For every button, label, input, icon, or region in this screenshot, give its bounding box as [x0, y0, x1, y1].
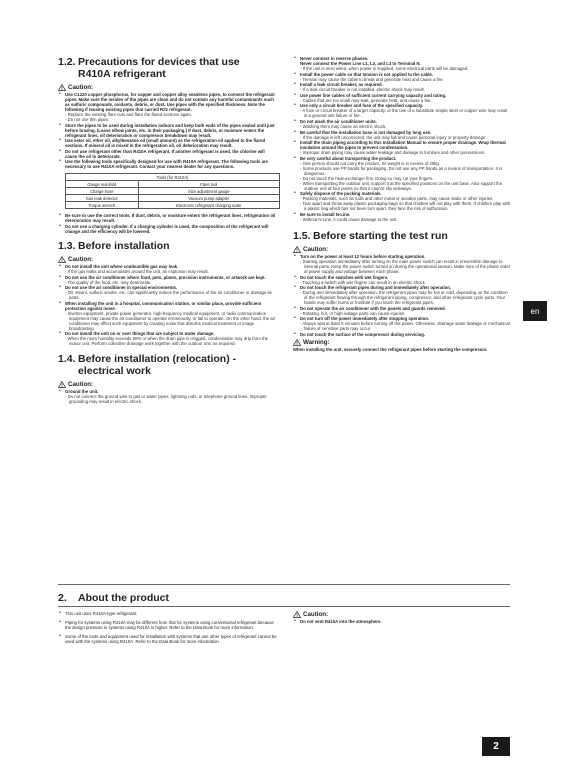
list-item: • When installing the unit in a hospital, communication station, or similar place, provide sufficient protection against noise. - Inverter equipment, private power generator, high-frequency medical equipment, or radio communication equipment may cause the air conditioner to operate erroneously, or fail to operate. On the other hand, the air conditioner may affect such equipment by creating noise that disturbs medical treatment or image broadcasting.	[58, 301, 278, 331]
electrical-work-list	[293, 56, 511, 222]
warning-triangle-icon	[293, 611, 301, 618]
list-item: • Never connect in reverse phases. Never connect the Power Line L1, L2, and L3 to Terminal N. - If the unit is miss wired, when power is supplied, some electrical parts will be damaged.	[293, 56, 511, 71]
list-item: • Be sure to use the correct tools. If dust, debris, or moisture enters the refrigerant lines, refrigeration oil deterioration may result.	[58, 213, 278, 223]
list-item: • Use power line cables of sufficient current carrying capacity and rating. - Cables that are too small may leak, generate heat, and cause a fire.	[293, 93, 511, 103]
list-item: • Install the drain piping according to this Installation Manual to ensure proper drainage. Wrap thermal insulation around the pipes to prevent condensation. - Improper drain piping may cause water leakage and damage to furniture and other possessions.	[293, 140, 511, 155]
section-1-5-list	[293, 254, 511, 337]
warning-triangle-icon	[58, 256, 66, 263]
list-item: • Do not vent R410A into the atmosphere.	[293, 619, 511, 624]
list-item: • Some of the tools and equipment used for installation with systems that use other types of refrigerant cannot be used with the systems using R410A. Refer to the Data Book for more information.	[58, 634, 278, 644]
list-item: • Do not install the unit on or over things that are subject to water damage. - When the room humidity exceeds 80% or when the drain pipe is clogged, condensation may drip from the indoor unit. Perform collective drainage work together with the outdoor unit, as required.	[58, 331, 278, 346]
list-item: • Do not touch the refrigerant pipes during and immediately after operation. - During and immediately after operation, the refrigerant pipes may be hot or cold, depending on the condition of the refrigerant flowing through the refrigerant piping, compressor, and other refrigerant cycle parts. Your hands may suffer burns or frostbite if you touch the refrigerant pipes.	[293, 285, 511, 305]
table-row: Gas leak detector Vacuum pump adapter	[66, 195, 280, 202]
warning-text: When installing the unit, securely connect the refrigerant pipes before starting the compressor.	[293, 346, 488, 352]
list-item: • Piping for systems using R410A may be different from that for systems using conventional refrigerant because the design pressure in systems using R410A is higher. Refer to the Data Book for more information.	[58, 620, 278, 630]
warning-triangle-icon	[293, 339, 301, 346]
list-item: • Install a leak circuit breaker, as required. - If a leak circuit breaker is not installed, electric shock may result.	[293, 82, 511, 92]
table-row: Gauge manifold Flare tool	[66, 181, 280, 188]
warning-triangle-icon	[58, 84, 66, 91]
list-item: • Do not use the air conditioner in special environments. - Oil, steam, sulfuric smoke, etc. can significantly reduce the performance of the air conditioner or damage its parts.	[58, 285, 278, 300]
section-2-caution-list	[293, 619, 511, 624]
section-1-3-list	[58, 264, 278, 346]
caution-heading: Caution:	[58, 381, 278, 388]
table-row: Charge hose Size adjustment gauge	[66, 188, 280, 195]
section-1-5-title: 1.5. Before starting the test run	[293, 229, 448, 242]
list-item: • Be very careful about transporting the product. - One person should not carry the product. Its weight is in excess of 20kg. - Some products use PP bands for packaging. Do not use any PP bands as a means of transportation. It is dangerous. - Do not touch the heat exchanger fins. Doing so may cut your fingers. - When transporting the outdoor unit, support it at the specified positions on the unit base. Also support the outdoor unit at four points so that it cannot slip sideways.	[293, 156, 511, 191]
language-tab: en	[523, 301, 547, 321]
caution-heading: Caution:	[58, 84, 278, 91]
section-2-right	[293, 611, 511, 625]
list-item: • Be sure to install N-Line. - Without N-Line, it could cause damage to the unit.	[293, 212, 511, 222]
page-number: 2	[482, 737, 510, 756]
list-item: • Do not turn off the power immediately after stopping operation. - Always wait at least 5 minutes before turning off the power. Otherwise, drainage water leakage or mechanical failure of sensitive parts may occur.	[293, 316, 511, 331]
list-item: • Do not touch the switches with wet fingers. - Touching a switch with wet fingers can result in an electric shock.	[293, 275, 511, 285]
left-column	[58, 56, 278, 405]
section-1-4-list	[58, 389, 278, 404]
list-item: • Be careful that the installation base is not damaged by long use. - If the damage is left uncorrected, the unit may fall and cause personal injury or property damage.	[293, 130, 511, 140]
list-item: • Ground the unit. - Do not connect the ground wire to gas or water pipes, lightning rods, or telephone ground lines. Improper grounding may result in electric shock.	[58, 389, 278, 404]
list-item: • Do not operate the air conditioner with the panels and guards removed. - Rotating, hot, or high-voltage parts can cause injuries.	[293, 306, 511, 316]
warning-heading: Warning:	[293, 339, 511, 346]
caution-heading: Caution:	[58, 256, 278, 263]
caution-heading: Caution:	[293, 611, 511, 618]
list-item: • Do not use the air conditioner where food, pets, plants, precision instruments, or artwork are kept. - The quality of the food, etc. may deteriorate.	[58, 275, 278, 285]
section-1-2-list-2	[58, 213, 278, 234]
list-item: • Install the power cable so that tension is not applied to the cable. - Tension may cause the cable to break and generate heat and cause a fire.	[293, 72, 511, 82]
section-2-list	[58, 611, 278, 644]
list-item: • Store the pipes to be used during installation indoors and keep both ends of the pipes sealed until just before brazing. (Leave elbow joints, etc. in their packaging.) If dust, debris, or moisture enters the refrigerant lines, oil deterioration or compressor breakdown may result.	[58, 123, 278, 138]
tools-table	[65, 173, 280, 209]
list-item: • Do not touch the surface of the compressor during servicing.	[293, 332, 511, 337]
list-item: • Use ester oil, ether oil, alkylbenzene oil (small amount) as the refrigeration oil applied to the flared sections. If mineral oil is mixed in the refrigeration oil, oil deterioration may result.	[58, 138, 278, 148]
section-1-3-title: 1.3. Before installation	[58, 239, 170, 252]
list-item: • Do not use refrigerant other than R410A refrigerant. If another refrigerant is used, the chlorine will cause the oil to deteriorate.	[58, 149, 278, 159]
table-title: Tools (for R410A)	[66, 174, 280, 181]
table-row: Torque wrench Electronic refrigerant charging scale	[66, 202, 280, 209]
section-divider	[58, 606, 510, 607]
list-item: • Safely dispose of the packing materials. - Packing materials, such as nails and other metal or wooden parts, may cause stabs or other injuries. - Tear apart and throw away plastic packaging bags so that children will not play with them. If children play with a plastic bag which has not been torn apart, they face the risk of suffocation.	[293, 191, 511, 211]
warning-triangle-icon	[293, 246, 301, 253]
warning-triangle-icon	[58, 381, 66, 388]
caution-heading: Caution:	[293, 246, 511, 253]
section-1-4-title: 1.4. Before installation (relocation) - electrical work	[58, 353, 237, 378]
list-item: • Use only a circuit breaker and fuse of the specified capacity. - A fuse or circuit breaker of a larger capacity, or the use of a substitute simple steel or copper wire may result in a general unit failure or fire.	[293, 103, 511, 118]
list-item: • Use the following tools specifically designed for use with R410A refrigerant. The following tools are necessary to use R410A refrigerant. Contact your nearest dealer for any questions.	[58, 159, 278, 169]
section-divider	[58, 584, 510, 585]
list-item: • Do not use a charging cylinder. If a charging cylinder is used, the composition of the refrigerant will change and the efficiency will be lowered.	[58, 224, 278, 234]
list-item: • This unit uses R410A-type refrigerant.	[58, 611, 278, 616]
list-item: • Do not install the unit where combustible gas may leak. - If the gas leaks and accumulates around the unit, an explosion may result.	[58, 264, 278, 274]
list-item: • Do not wash the air conditioner units. - Washing them may cause an electric shock.	[293, 119, 511, 129]
section-2-title: 2. About the product	[58, 592, 169, 604]
list-item: • Turn on the power at least 12 hours before starting operation. - Starting operation immediately after turning on the main power switch can result in irreversible damage to internal parts. Keep the power switch turned on during the operational season. Make sure of the phase order of power supply and voltage between each phase.	[293, 254, 511, 274]
right-column	[293, 56, 511, 352]
list-item: • Use C1220 copper phosphorus, for copper and copper alloy seamless pipes, to connect the refrigerant pipes. Make sure the insides of the pipes are clean and do not contain any harmful contaminants such as sulfuric compounds, oxidants, debris, or dust. Use pipes with the specified thickness. Note the following if reusing existing pipes that carried R22 refrigerant. - Replace the existing flare nuts and flare the flared sections again. - Do not use thin pipes.	[58, 92, 278, 122]
section-1-2-list	[58, 92, 278, 169]
section-1-2-title: 1.2. Precautions for devices that use R410A refrigerant	[58, 56, 240, 80]
section-2-left	[58, 611, 278, 648]
